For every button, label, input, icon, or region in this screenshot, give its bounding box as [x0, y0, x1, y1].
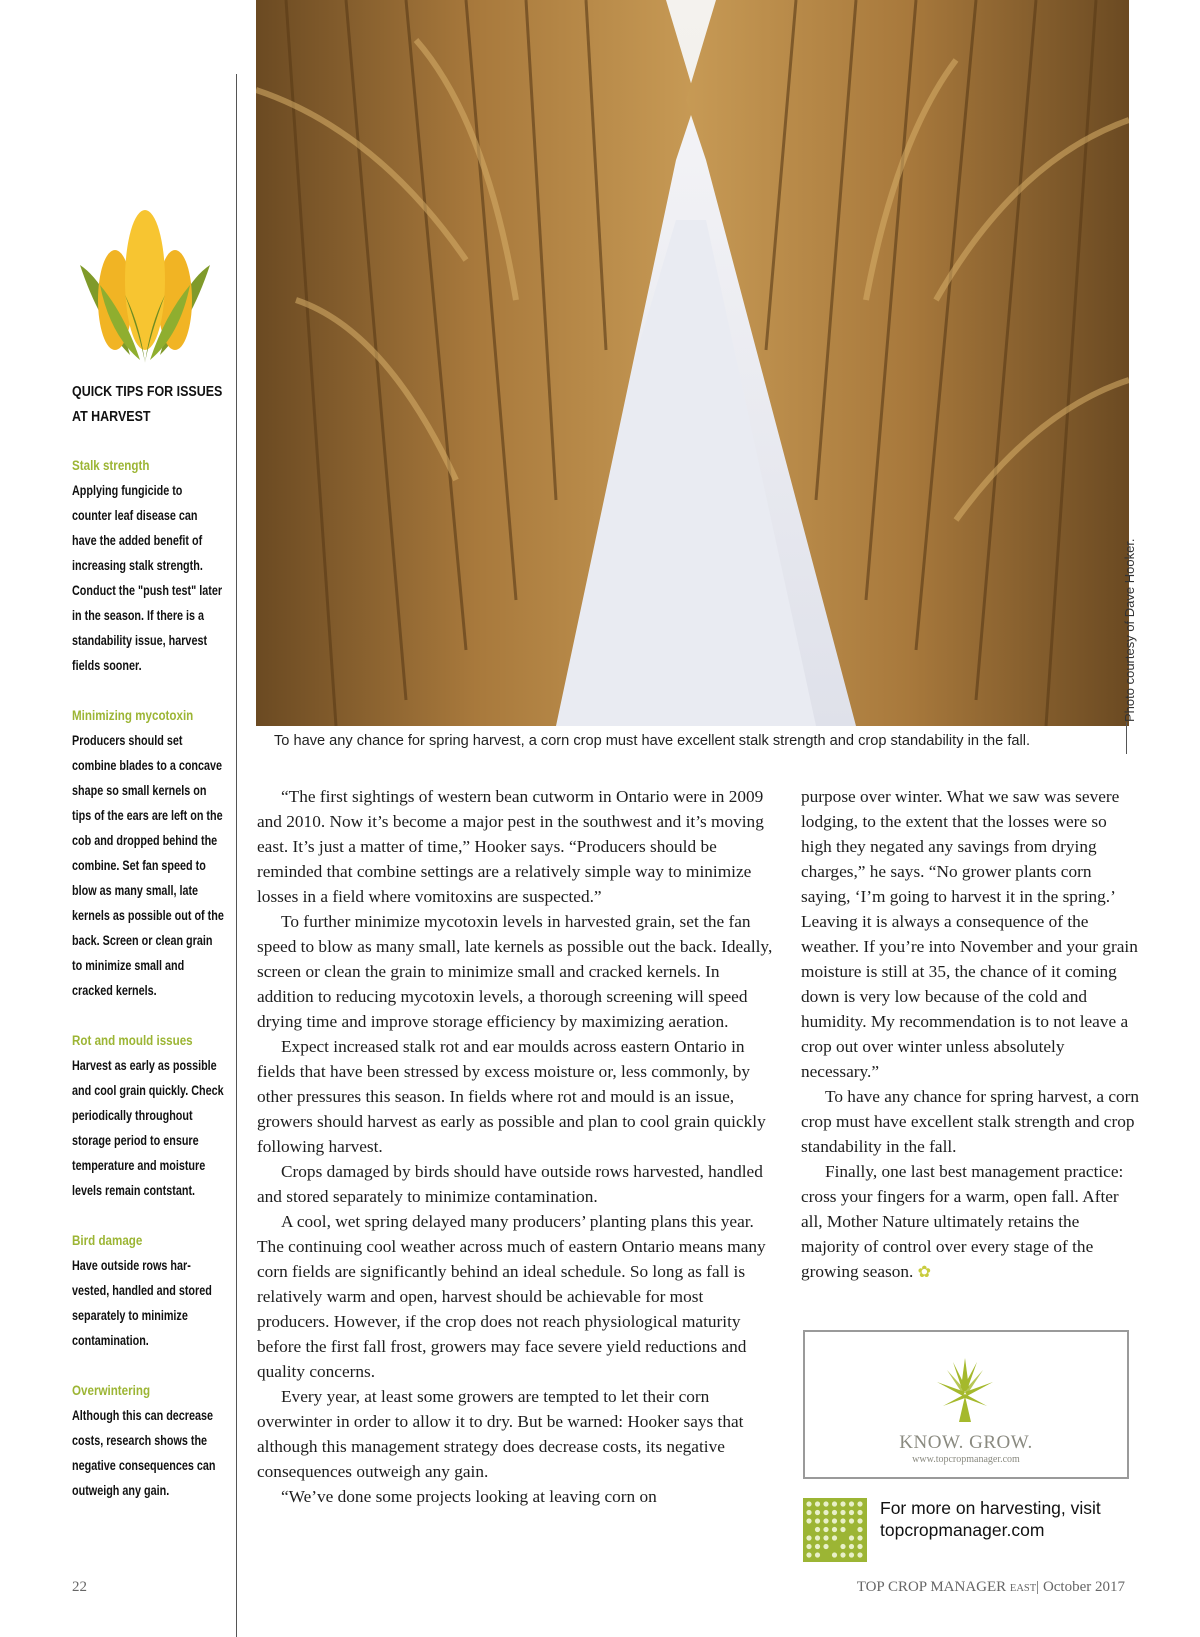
dot [832, 1518, 837, 1523]
dot [823, 1527, 828, 1532]
quick-tips-sidebar [72, 380, 227, 1528]
sidebar-title-line2: AT HARVEST [72, 409, 151, 425]
paragraph [801, 1159, 1141, 1285]
corn-icon [70, 205, 220, 365]
dot [849, 1501, 854, 1506]
dot [857, 1510, 862, 1515]
dot [815, 1527, 820, 1532]
ad-url: www.topcropmanager.com [912, 1454, 1020, 1465]
dot [823, 1544, 828, 1549]
tip-body: Harvest as early as possible and cool grain quickly. Check periodically throughout storage period to ensure temperature and moisture levels remain contstant. [72, 1058, 224, 1198]
paragraph: To have any chance for spring harvest, a corn crop must have excellent stalk strength and crop standability in the fall. [801, 1087, 1140, 1156]
paragraph: Expect increased stalk rot and ear moulds across eastern Ontario in fields that have been stressed by excess moisture or, less commonly, by other pressures this season. In fields where rot and mould is an issue, growers should harvest as early as possible and plan to cool grain quickly following harvest. [257, 1037, 766, 1156]
dot [840, 1510, 845, 1515]
dot [806, 1544, 811, 1549]
tip-rot-and-mould [72, 1028, 227, 1203]
dot [840, 1552, 845, 1557]
paragraph: “We’ve done some projects looking at leaving corn on [281, 1487, 657, 1506]
more-info-line1: For more on harvesting, visit [880, 1498, 1101, 1518]
dot [832, 1510, 837, 1515]
sidebar-title-line1: QUICK TIPS FOR ISSUES [72, 384, 223, 400]
tip-heading: Minimizing mycotoxin [72, 708, 194, 723]
know-grow-ad[interactable] [803, 1330, 1129, 1479]
end-mark-leaf-icon: ✿ [917, 1264, 932, 1281]
dot [849, 1518, 854, 1523]
dot [815, 1518, 820, 1523]
footer-separator: | [1036, 1579, 1040, 1595]
closing-paragraph-text: Finally, one last best management practice: cross your fingers for a warm, open fall. After all, Mother Nature ultimately retains the majority of control over every stage of the growing season. [801, 1162, 1124, 1281]
paragraph: Every year, at least some growers are tempted to let their corn overwinter in order to allow it to dry. But be warned: Hooker says that although this management strategy does decrease costs, its negative consequences outweigh any gain. [257, 1387, 744, 1481]
article-column-1 [257, 784, 777, 1509]
dot [806, 1501, 811, 1506]
dot [849, 1510, 854, 1515]
tip-heading: Overwintering [72, 1383, 151, 1398]
dot [823, 1518, 828, 1523]
dot [832, 1535, 837, 1540]
sidebar-title [72, 380, 227, 430]
corn-field-photo [256, 0, 1129, 726]
article-column-2 [801, 784, 1141, 1285]
tip-body: Have outside rows har-vested, handled and stored separately to minimize contamination. [72, 1258, 212, 1348]
paragraph: To further minimize mycotoxin levels in harvested grain, set the fan speed to blow as many small, late kernels as possible out the back. Ideally, screen or clean the grain to minimize small and cracked kernels. In addition to reducing mycotoxin levels, a thorough screening will speed drying time and improve storage efficiency by maximizing aeration. [257, 912, 773, 1031]
dot [857, 1518, 862, 1523]
dot [815, 1544, 820, 1549]
dot [823, 1535, 828, 1540]
dot [857, 1544, 862, 1549]
page-number: 22 [72, 1579, 87, 1595]
paragraph: “The first sightings of western bean cutworm in Ontario were in 2009 and 2010. Now it’s become a major pest in the southwest and it’s moving east. It’s just a matter of time,” Hooker says. “Producers should be reminded that combine settings are a relatively simple way to minimize losses in a field where vomitoxins are suspected.” [257, 787, 764, 906]
dots-graphic-icon [803, 1498, 867, 1562]
ad-tagline: KNOW. GROW. [899, 1432, 1033, 1453]
dot [849, 1552, 854, 1557]
photo-credit: Photo courtesy of Dave Hooker. [1122, 538, 1137, 722]
tip-body: Although this can decrease costs, research shows the negative consequences can outweigh any gain. [72, 1408, 216, 1498]
caption-rule [1126, 722, 1127, 754]
paragraph: Crops damaged by birds should have outside rows harvested, handled and stored separately to minimize contamination. [257, 1162, 763, 1206]
paragraph: A cool, wet spring delayed many producers’ planting plans this year. The continuing cool weather across much of eastern Ontario means many corn fields are significantly behind an ideal schedule. So long as fall is relatively warm and open, harvest should be achievable for most producers. However, if the crop does not reach physiological maturity before the first fall frost, growers may face severe yield reductions and quality concerns. [257, 1212, 766, 1381]
more-info-line2: topcropmanager.com [880, 1520, 1045, 1540]
page-footer [857, 1579, 1125, 1596]
dot [857, 1527, 862, 1532]
dot [832, 1527, 837, 1532]
tip-body: Applying fungicide to counter leaf disease can have the added benefit of increasing stalk strength. Conduct the "push test" later in the season. If there is a standability issue, harvest fields sooner. [72, 483, 223, 673]
photo-caption: To have any chance for spring harvest, a corn crop must have excellent stalk strength and crop standability in the fall. [274, 733, 1031, 749]
tip-overwintering [72, 1378, 227, 1503]
top-crop-manager-logo-icon [923, 1348, 1007, 1432]
tip-heading: Rot and mould issues [72, 1033, 193, 1048]
dot [832, 1501, 837, 1506]
tip-bird-damage [72, 1228, 227, 1353]
dot [840, 1501, 845, 1506]
tip-stalk-strength [72, 453, 227, 678]
left-column-rule [236, 74, 237, 1637]
tip-body: Producers should set combine blades to a concave shape so small kernels on tips of the ears are left on the cob and dropped behind the combine. Set fan speed to blow as many small, late kernels as possible out of the back. Screen or clean grain to minimize small and cracked kernels. [72, 733, 224, 998]
dot [806, 1518, 811, 1523]
tip-heading: Stalk strength [72, 458, 150, 473]
dot [815, 1552, 820, 1557]
dot [857, 1552, 862, 1557]
more-info-link[interactable] [880, 1497, 1101, 1541]
dot [823, 1510, 828, 1515]
tip-minimizing-mycotoxin [72, 703, 227, 1003]
dot [840, 1518, 845, 1523]
dot [832, 1552, 837, 1557]
dot [806, 1552, 811, 1557]
magazine-edition: EAST [1009, 1583, 1037, 1594]
dot [806, 1510, 811, 1515]
paragraph: purpose over winter. What we saw was severe lodging, to the extent that the losses were so high they negated any savings from drying charges,” he says. “No grower plants corn saying, ‘I’m going to harvest it in the spring.’ Leaving it is always a consequence of the weather. If you’re into November and your grain moisture is still at 35, the chance of it coming down is very low because of the cold and humidity. My recommendation is to not leave a crop out over winter unless absolutely necessary.” [801, 787, 1138, 1081]
dot [823, 1501, 828, 1506]
dot [840, 1544, 845, 1549]
dot [815, 1510, 820, 1515]
dot [857, 1501, 862, 1506]
dot [857, 1535, 862, 1540]
dot [815, 1501, 820, 1506]
dot [849, 1535, 854, 1540]
dot [849, 1544, 854, 1549]
tip-heading: Bird damage [72, 1233, 143, 1248]
dot [840, 1527, 845, 1532]
dot [806, 1535, 811, 1540]
dot [815, 1535, 820, 1540]
magazine-name: TOP CROP MANAGER [856, 1579, 1007, 1595]
issue-date: October 2017 [1042, 1579, 1125, 1595]
